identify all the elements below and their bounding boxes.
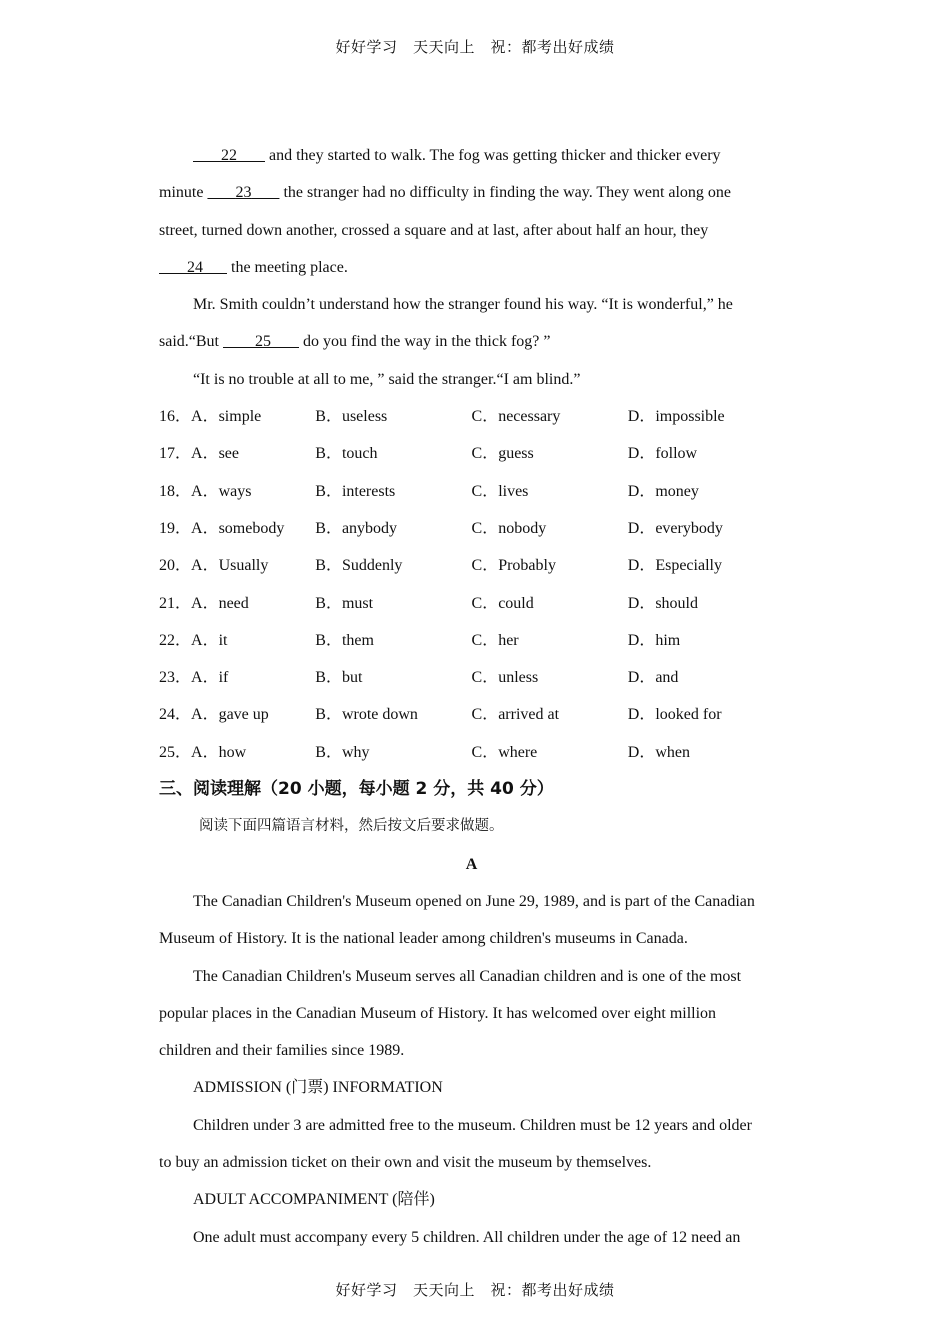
option-row xyxy=(159,547,784,584)
reading-line: The Canadian Children's Museum serves all Canadian children and is one of the most xyxy=(193,967,742,985)
reading-line: Children under 3 are admitted free to the museum. Children must be 12 years and older xyxy=(193,1116,752,1134)
question-number: 23． xyxy=(159,669,192,687)
passage-line: 24 the meeting place. xyxy=(159,249,784,286)
option-c: C．arrived at xyxy=(471,706,560,724)
option-row xyxy=(159,734,784,771)
blank-22: 22 xyxy=(221,147,237,164)
passage-line: minute 23 the stranger had no difficulty in finding the way. They went along one xyxy=(159,184,732,202)
option-a: A．see xyxy=(191,445,240,463)
option-d: D．money xyxy=(627,482,699,500)
option-c: C．nobody xyxy=(471,519,547,537)
option-d: D．everybody xyxy=(627,519,723,537)
option-b: B．touch xyxy=(315,445,378,463)
option-d: D．when xyxy=(627,743,690,761)
question-number: 25． xyxy=(159,743,192,761)
passage-line: “It is no trouble at all to me, ” said the stranger.“I am blind.” xyxy=(193,370,581,388)
reading-line: The Canadian Children's Museum opened on June 29, 1989, and is part of the Canadian xyxy=(193,892,755,910)
option-c: C．her xyxy=(471,631,519,649)
blank-24: 24 xyxy=(187,258,203,276)
option-c: C．lives xyxy=(471,482,529,500)
option-a: A．need xyxy=(191,594,249,612)
option-b: B．wrote down xyxy=(315,706,418,724)
option-a: A．simple xyxy=(191,408,262,426)
reading-line: children and their families since 1989. xyxy=(159,1042,405,1060)
option-a: A．Usually xyxy=(191,557,269,575)
option-row xyxy=(159,622,784,659)
question-number: 17． xyxy=(159,445,192,463)
option-d: D．follow xyxy=(627,445,698,463)
option-row xyxy=(159,435,784,472)
question-number: 16． xyxy=(159,408,192,426)
option-c: C．where xyxy=(471,743,538,761)
option-d: D．impossible xyxy=(627,408,725,426)
options-list xyxy=(159,398,784,771)
question-number: 21． xyxy=(159,594,192,612)
option-row xyxy=(159,473,784,510)
passage-line: street, turned down another, crossed a square and at last, after about half an hour, they xyxy=(159,221,709,239)
option-c: C．guess xyxy=(471,445,534,463)
option-row xyxy=(159,659,784,696)
option-b: B．interests xyxy=(315,482,396,500)
page-footer: 好好学习 天天向上 祝：都考出好成绩 xyxy=(335,1281,615,1299)
question-number: 20． xyxy=(159,557,192,575)
passage-line: Mr. Smith couldn’t understand how the stranger found his way. “It is wonderful,” he xyxy=(193,296,733,314)
option-a: A．gave up xyxy=(191,706,269,724)
option-b: B．why xyxy=(315,743,370,761)
option-d: D．looked for xyxy=(627,706,722,724)
option-a: A．ways xyxy=(191,482,252,500)
part-label: A xyxy=(465,855,478,873)
option-d: D．him xyxy=(627,631,681,649)
option-b: B．them xyxy=(315,631,374,649)
passage-line: 22 and they started to walk. The fog was getting thicker and thicker every xyxy=(159,137,784,174)
option-c: C．could xyxy=(471,594,534,612)
reading-line: popular places in the Canadian Museum of History. It has welcomed over eight million xyxy=(159,1004,717,1022)
option-c: C．Probably xyxy=(471,557,556,575)
option-a: A．it xyxy=(191,631,228,649)
option-c: C．unless xyxy=(471,669,539,687)
question-number: 24． xyxy=(159,706,192,724)
option-b: B．anybody xyxy=(315,519,398,537)
question-number: 22． xyxy=(159,631,192,649)
blank-23: 23 xyxy=(235,184,252,202)
option-b: B．useless xyxy=(315,408,388,426)
section-instruction: 阅读下面四篇语言材料，然后按文后要求做题。 xyxy=(199,818,504,835)
question-number: 19． xyxy=(159,519,192,537)
option-row xyxy=(159,696,784,733)
option-a: A．how xyxy=(191,743,247,761)
section-title: 三、阅读理解（20 小题，每小题 2 分，共 40 分） xyxy=(159,779,554,800)
option-d: D．should xyxy=(627,594,698,612)
option-row xyxy=(159,585,784,622)
reading-heading: ADULT ACCOMPANIMENT (陪伴) xyxy=(193,1191,435,1209)
option-row xyxy=(159,510,784,547)
option-row xyxy=(159,398,784,435)
option-c: C．necessary xyxy=(471,408,561,426)
reading-line: to buy an admission ticket on their own and visit the museum by themselves. xyxy=(159,1154,652,1172)
reading-line: Museum of History. It is the national leader among children's museums in Canada. xyxy=(159,930,688,948)
blank-25: 25 xyxy=(255,333,271,351)
reading-line: One adult must accompany every 5 children. All children under the age of 12 need an xyxy=(193,1228,741,1246)
option-b: B．but xyxy=(315,669,363,687)
passage-line: said.“But 25 do you find the way in the thick fog? ” xyxy=(159,333,551,351)
option-d: D．Especially xyxy=(627,557,722,575)
option-a: A．if xyxy=(191,669,229,687)
reading-heading: ADMISSION (门票) INFORMATION xyxy=(193,1079,443,1097)
question-number: 18． xyxy=(159,482,192,500)
document-body xyxy=(159,137,784,1256)
option-b: B．Suddenly xyxy=(315,557,403,575)
option-d: D．and xyxy=(627,669,679,687)
option-a: A．somebody xyxy=(191,519,285,537)
option-b: B．must xyxy=(315,594,374,612)
page-header: 好好学习 天天向上 祝：都考出好成绩 xyxy=(335,38,615,56)
